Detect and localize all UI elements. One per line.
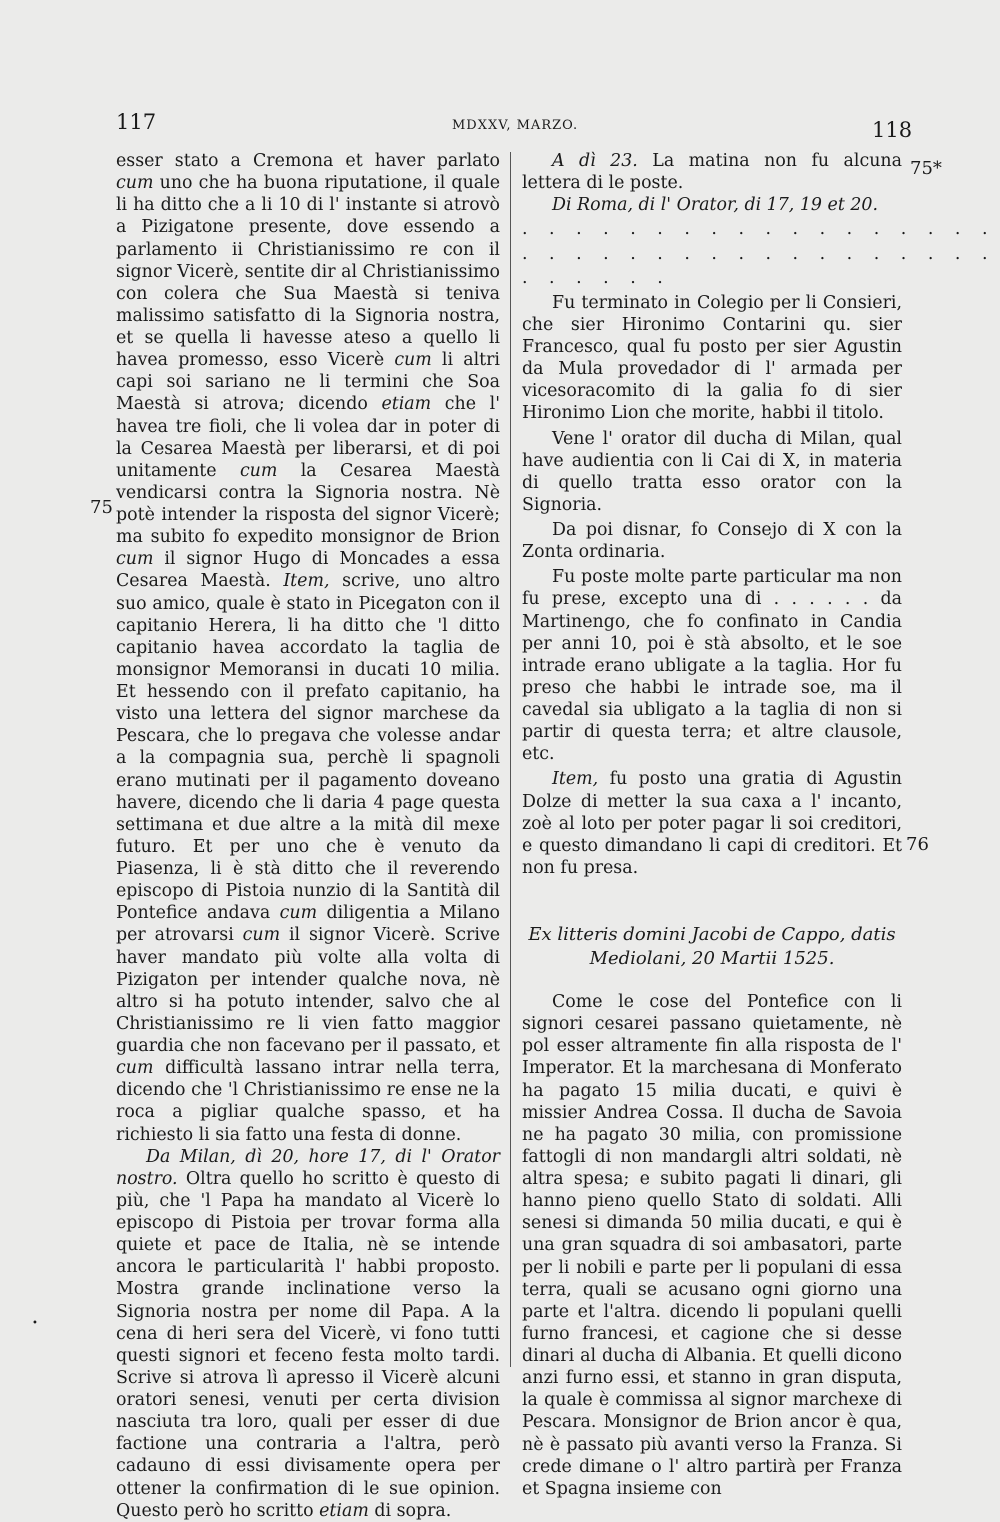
right-page-number: 118 bbox=[872, 118, 913, 142]
paragraph: Vene l' orator dil ducha di Milan, qual have audientia con li Cai di X, in materia di quello tratta esso orator con la Signoria. bbox=[522, 428, 902, 515]
omission-dots: . . . . . . bbox=[522, 267, 671, 288]
section-heading bbox=[522, 923, 902, 971]
left-page-number: 117 bbox=[116, 110, 157, 134]
section-heading-line: Mediolani, 20 Martii 1525. bbox=[589, 948, 835, 969]
letter-heading: Di Roma, di l' Orator, di 17, 19 et 20. bbox=[552, 195, 878, 216]
omission-dots: . . . . . . . . . . . . . . . . . . bbox=[522, 219, 996, 240]
paragraph: A dì 23. La matina non fu alcuna lettera di le poste. bbox=[522, 151, 903, 194]
left-column bbox=[116, 150, 500, 1522]
column-divider bbox=[510, 152, 511, 1367]
paragraph: Da Milan, dì 20, hore 17, di l' Orator nostro. Oltra quello ho scritto è questo di più, che 'l Papa ha mandato al Vicerè lo episcopo di Pistoia per trovar forma alla quiete et pace de Italia, nè se intende ancora le particularità l' habbi proposto. Mostra grande inclinatione verso la Signoria nostra per nome dil Papa. A la cena di heri sera del Vicerè, vi fono tutti questi signori et feceno festa molto tardi. Scrive si atrova lì apresso il Vicerè alcuni oratori senesi, venuti per certa division nasciuta tra loro, quali per esser di due factione una contraria a l'altra, però cadauno di essi divisamente opera per ottener la confirmation di le sue opinion. Questo però ho scritto etiam di sopra. bbox=[116, 1146, 500, 1521]
section-heading-line: Ex litteris domini Jacobi de Cappo, datis bbox=[528, 924, 896, 945]
margin-number-right-top: 75* bbox=[910, 158, 942, 179]
margin-bullet: • bbox=[32, 1318, 38, 1329]
margin-number-left: 75 bbox=[90, 497, 113, 518]
paragraph: Item, fu posto una gratia di Agustin Dolze di metter la sua caxa a l' incanto, zoè al loto per poter pagar li soi creditori, e questo dimandano li capi di creditori. Et non fu presa. bbox=[522, 769, 902, 878]
paragraph: Come le cose del Pontefice con li signori cesarei passano quietamente, nè pol esser altramente fin alla risposta de l' Imperator. Et la marchesana di Monferato ha pagato 15 milia ducati, e quivi è missier Andrea Cossa. Il ducha de Savoia ne ha pagato 30 milia, con promissione fattogli di non mandargli altri soldati, nè altra spesa; e subito pagati li dinari, gli hanno pieno quello Stato di soldati. Alli senesi si dimanda 50 milia ducati, e qui è una gran squadra di soi ambasatori, parte per li nobili e parte per li populani di essa terra, quali se acusano ogni giorno una parte et l'altra. dicendo li populani quelli furno francesi, et cagione che si desse dinari al ducha di Albania. Et quelli dicono anzi furno essi, et stanno in gran disputa, la quale è commissa al signor marchexe di Pescara. Monsignor de Brion ancor è qua, nè è passato più avanti verso la Franza. Si crede dimane o l' altro partirà per Franza et Spagna insieme con bbox=[522, 992, 902, 1499]
paragraph: esser stato a Cremona et haver parlato cum uno che ha buona riputatione, il quale li ha ditto che a li 10 di l' instante si atrovò a Pizigatone presente, dove essendo a parlamento ii Christianissimo re con il signor Vicerè, sentite dir al Christianissimo con colera che Sua Maestà si teniva malissimo satisfatto di la Signoria nostra, et se quella li havesse ateso a quello li havea promesso, esso Vicerè cum li altri capi soi sariano ne li termini che Soa Maestà si atrova; dicendo etiam che l' havea tre fioli, che li volea dar in poter di la Cesarea Maestà per liberarsi, et di poi unitamente cum la Cesarea Maestà vendicarsi contra la Signoria nostra. Nè potè intender la risposta del signor Vicerè; ma subito fo expedito monsignor de Brion cum il signor Hugo di Moncades a essa Cesarea Maestà. Item, scrive, uno altro suo amico, quale è stato in Picegaton con il capitanio Herera, li ha ditto che 'l ditto capitanio havea accordato la taglia de monsignor Memoransi in ducati 10 milia. Et hessendo con il prefato capitanio, ha visto una lettera del signor marchese da Pescara, che lo pregava che volesse andar a la compagnia sua, perchè li spagnoli erano mutinati per il pagamento doveano havere, dicendo che li daria 4 page questa settimana et due altre a la mità dil mexe futuro. Et per uno che è venuto da Piasenza, li è stà ditto che il reverendo episcopo di Pistoia nunzio di la Santità dil Pontefice andava cum diligentia a Milano per atrovarsi cum il signor Vicerè. Scrive haver mandato più volte alla volta di Pizigaton per intender qualche nova, nè altro si ha potuto intender, salvo che al Christianissimo re li vien fatto maggior guardia che non facevano per il passato, et cum difficultà lassano intrar nella terra, dicendo che 'l Christianissimo re ense ne la roca a pigliar qualche spasso, et ha richiesto li sia fatto una festa di donne. bbox=[116, 151, 500, 1145]
running-head: MDXXV, MARZO. bbox=[452, 118, 579, 133]
margin-number-right: 76 bbox=[906, 834, 929, 855]
omission-dots: . . . . . . . . . . . . . . . . . . bbox=[522, 243, 996, 264]
paragraph: Da poi disnar, fo Consejo di X con la Zonta ordinaria. bbox=[522, 520, 902, 563]
paragraph: Fu poste molte parte particular ma non fu prese, excepto una di . . . . . . da Martinengo, che fo confinato in Candia per anni 10, poi è stà absolto, et le soe intrade erano ubligate a la taglia. Hor fu preso che habbi le intrade soe, ma il cavedal sia ubligato a la taglia di non si partir di questa terra; et altre clausole, etc. bbox=[522, 567, 902, 765]
letter-heading: Da Milan, dì 20, hore 17, di l' Orator nostro. bbox=[116, 1146, 500, 1189]
page-header bbox=[0, 110, 1000, 140]
paragraph: Fu terminato in Colegio per li Consieri, che sier Hironimo Contarini qu. sier Francesco, qual fu posto per sier Agustin da Mula provedador di l' armada per vicesoracomito di la galia fo di sier Hironimo Lion che morite, habbi il titolo. bbox=[522, 292, 902, 424]
